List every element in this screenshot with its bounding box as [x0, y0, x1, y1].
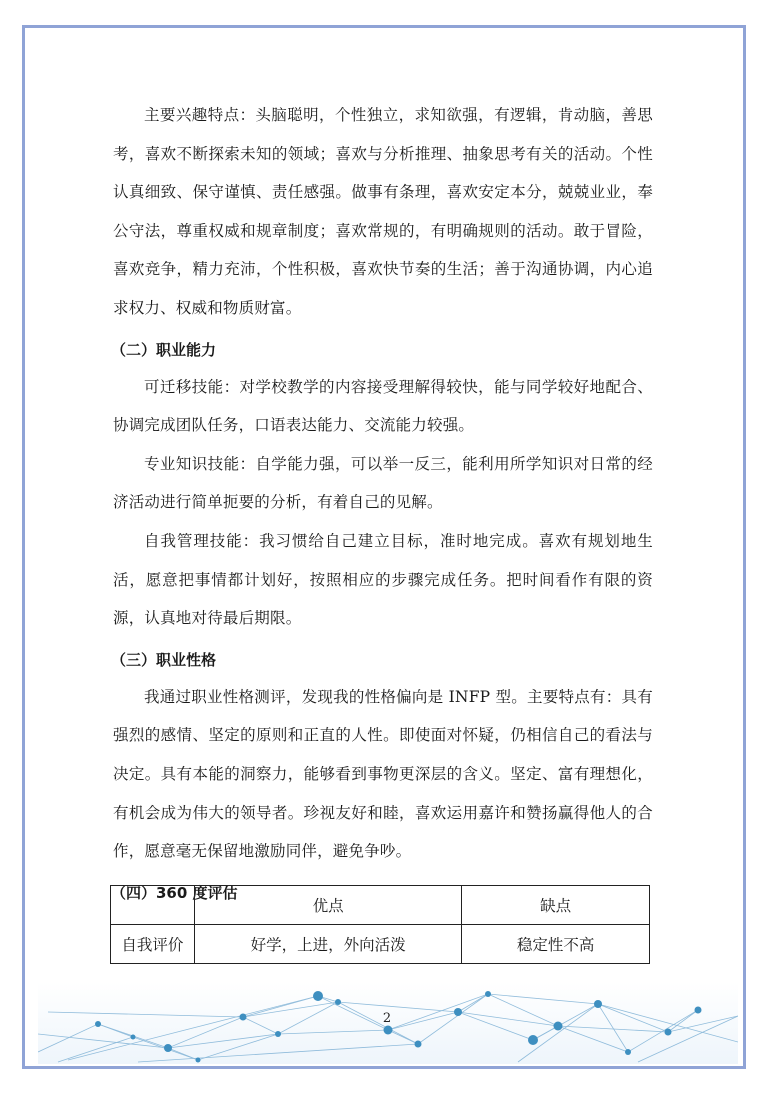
- interest-paragraph: 主要兴趣特点：头脑聪明，个性独立，求知欲强，有逻辑，肯动脑，善思考，喜欢不断探索未知的领域；喜欢与分析推理、抽象思考有关的活动。个性认真细致、保守谨慎、责任感强。做事有条理，喜欢安定本分，兢兢业业，奉公守法，尊重权威和规章制度；喜欢常规的，有明确规则的活动。敢于冒险，喜欢竞争，精力充沛，个性积极，喜欢快节奏的生活；善于沟通协调，内心追求权力、权威和物质财富。: [113, 106, 653, 317]
- evaluation-table: [110, 885, 650, 964]
- document-body: [113, 96, 653, 911]
- table-cell: 缺点: [462, 886, 650, 925]
- table-cell: 优点: [194, 886, 462, 925]
- table-cell: [111, 886, 195, 925]
- table-header-row: [111, 886, 650, 925]
- section-heading-personality: （三）职业性格: [111, 650, 217, 669]
- section-heading-abilities: （二）职业能力: [111, 340, 217, 359]
- professional-skills-paragraph: 专业知识技能：自学能力强，可以举一反三，能利用所学知识对日常的经济活动进行简单扼要的分析，有着自己的见解。: [113, 454, 653, 512]
- transferable-skills-paragraph: 可迁移技能：对学校教学的内容接受理解得较快，能与同学较好地配合、协调完成团队任务，口语表达能力、交流能力较强。: [113, 377, 653, 435]
- personality-paragraph: 我通过职业性格测评，发现我的性格偏向是 INFP 型。主要特点有：具有强烈的感情、坚定的原则和正直的人性。即使面对怀疑，仍相信自己的看法与决定。具有本能的洞察力，能够看到事物更深层的含义。坚定、富有理想化，有机会成为伟大的领导者。珍视友好和睦，喜欢运用嘉许和赞扬赢得他人的合作，愿意毫无保留地激励同伴，避免争吵。: [113, 687, 653, 861]
- table-row: [111, 925, 650, 964]
- section-heading-360: （四）360 度评估: [111, 883, 238, 902]
- page-number: 2: [382, 1011, 392, 1026]
- table-cell: 自我评价: [111, 925, 195, 964]
- table-cell: 稳定性不高: [462, 925, 650, 964]
- self-management-paragraph: 自我管理技能：我习惯给自己建立目标，准时地完成。喜欢有规划地生活，愿意把事情都计划好，按照相应的步骤完成任务。把时间看作有限的资源，认真地对待最后期限。: [113, 531, 653, 628]
- table-cell: 好学，上进，外向活泼: [194, 925, 462, 964]
